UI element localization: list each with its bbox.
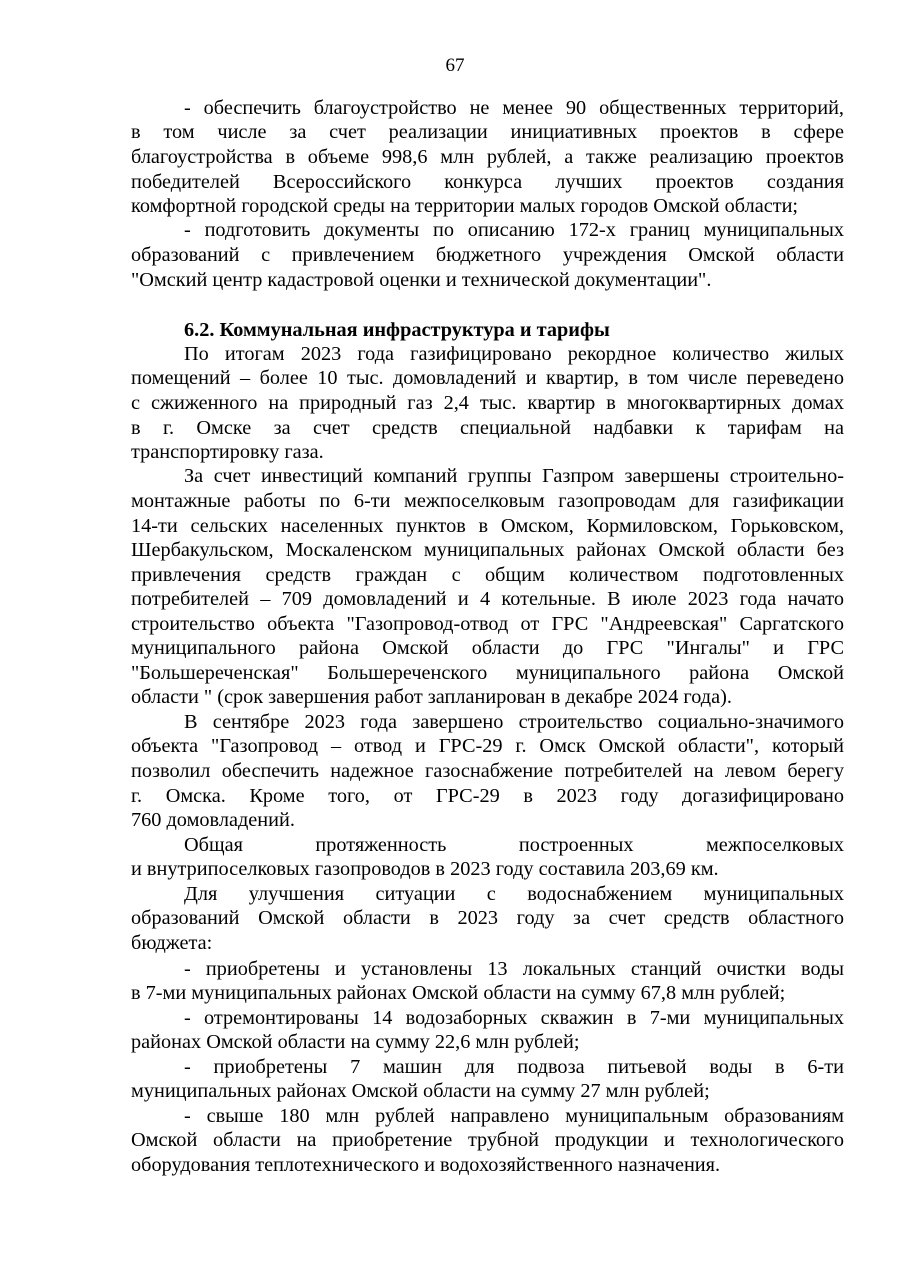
text-line: - обеспечить благоустройство не менее 90 общественных территорий, <box>184 97 844 119</box>
text-line: в г. Омске за счет средств специальной надбавки к тарифам на <box>131 417 844 439</box>
text-line: Для улучшения ситуации с водоснабжением муниципальных <box>184 883 844 905</box>
text-line: помещений – более 10 тыс. домовладений и квартир, в том числе переведено <box>131 367 844 389</box>
page-number: 67 <box>445 55 465 76</box>
text-line: монтажные работы по 6-ти межпоселковым газопроводам для газификации <box>131 490 844 512</box>
text-line: строительство объекта "Газопровод-отвод от ГРС "Андреевская" Саргатского <box>131 613 844 635</box>
text-line: образований с привлечением бюджетного учреждения Омской области <box>131 244 844 266</box>
text-line: победителей Всероссийского конкурса лучших проектов создания <box>131 171 844 193</box>
text-line: оборудования теплотехнического и водохозяйственного назначения. <box>131 1154 721 1176</box>
text-line: Общая протяженность построенных межпоселковых <box>184 834 844 856</box>
text-line: По итогам 2023 года газифицировано рекордное количество жилых <box>184 343 844 365</box>
text-line: районах Омской области на сумму 22,6 млн рублей; <box>131 1031 580 1053</box>
text-line: муниципального района Омской области до ГРС "Ингалы" и ГРС <box>131 637 844 659</box>
text-line: и внутрипоселковых газопроводов в 2023 году составила 203,69 км. <box>131 858 719 880</box>
text-line: области " (срок завершения работ запланирован в декабре 2024 года). <box>131 686 732 708</box>
text-line: 760 домовладений. <box>131 809 295 831</box>
text-line: В сентябре 2023 года завершено строительство социально-значимого <box>184 711 844 733</box>
text-line: потребителей – 709 домовладений и 4 котельные. В июле 2023 года начато <box>131 588 844 610</box>
text-line: - подготовить документы по описанию 172-х границ муниципальных <box>184 219 844 241</box>
text-line: бюджета: <box>131 932 213 954</box>
text-line: привлечения средств граждан с общим количеством подготовленных <box>131 564 844 586</box>
text-line: 14-ти сельских населенных пунктов в Омском, Кормиловском, Горьковском, <box>131 515 844 537</box>
text-line: За счет инвестиций компаний группы Газпром завершены строительно- <box>184 465 844 487</box>
text-line: благоустройства в объеме 998,6 млн рублей, а также реализацию проектов <box>131 146 844 168</box>
text-line: - отремонтированы 14 водозаборных скважин в 7-ми муниципальных <box>184 1007 844 1029</box>
text-line: Омской области на приобретение трубной продукции и технологического <box>131 1129 844 1151</box>
text-line: Шербакульском, Москаленском муниципальных районах Омской области без <box>131 539 844 561</box>
text-line: - приобретены 7 машин для подвоза питьевой воды в 6-ти <box>184 1056 844 1078</box>
text-line: комфортной городской среды на территории малых городов Омской области; <box>131 195 799 217</box>
text-line: муниципальных районах Омской области на сумму 27 млн рублей; <box>131 1080 710 1102</box>
text-line: г. Омска. Кроме того, от ГРС-29 в 2023 году догазифицировано <box>131 785 844 807</box>
text-line: позволил обеспечить надежное газоснабжение потребителей на левом берегу <box>131 760 844 782</box>
text-line: - свыше 180 млн рублей направлено муниципальным образованиям <box>184 1105 844 1127</box>
text-line: - приобретены и установлены 13 локальных станций очистки воды <box>184 958 844 980</box>
text-line: образований Омской области в 2023 году за счет средств областного <box>131 907 844 929</box>
section-heading: 6.2. Коммунальная инфраструктура и тарифы <box>184 319 610 341</box>
text-line: транспортировку газа. <box>131 441 324 463</box>
text-line: "Большереченская" Большереченского муниципального района Омской <box>131 662 844 684</box>
text-line: в том числе за счет реализации инициативных проектов в сфере <box>131 121 844 143</box>
text-line: в 7-ми муниципальных районах Омской области на сумму 67,8 млн рублей; <box>131 982 786 1004</box>
text-line: "Омский центр кадастровой оценки и технической документации". <box>131 269 712 291</box>
text-line: с сжиженного на природный газ 2,4 тыс. квартир в многоквартирных домах <box>131 392 844 414</box>
text-line: объекта "Газопровод – отвод и ГРС-29 г. Омск Омской области", который <box>131 735 844 757</box>
